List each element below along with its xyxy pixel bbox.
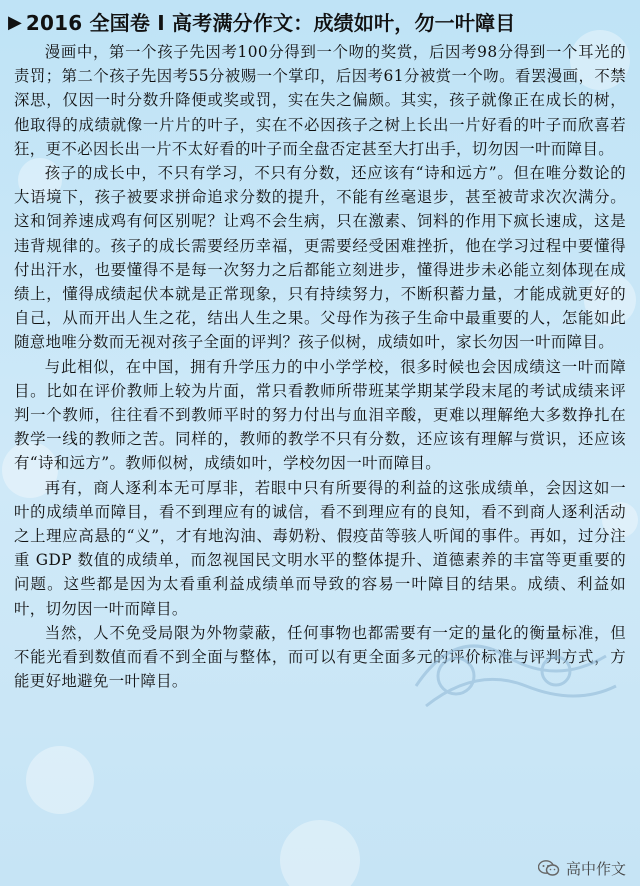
wechat-icon	[538, 859, 560, 877]
brand-signature	[538, 856, 626, 880]
article-title: 2016 全国卷 I 高考满分作文：成绩如叶，勿一叶障目	[25, 11, 516, 35]
paragraph-3: 与此相似，在中国，拥有升学压力的中小学学校，很多时候也会因成绩这一叶而障目。比如在评价教师上较为片面，常只看教师所带班某学期某学段末尾的考试成绩来评判一个教师，往往看不到教师平时的努力付出与血泪辛酸，更难以理解绝大多数挣扎在教学一线的教师之苦。同样的，教师的教学不只有分数，还应该有理解与赏识，还应该有“诗和远方”。教师似树，成绩如叶，学校勿因一叶而障目。	[14, 357, 626, 473]
brand-name: 高中作文	[565, 859, 626, 878]
article-body	[14, 40, 626, 693]
paragraph-1: 漫画中，第一个孩子先因考100分得到一个吻的奖赏，后因考98分得到一个耳光的责罚；第二个孩子先因考55分被赐一个掌印，后因考61分被赏一个吻。看罢漫画，不禁深思，仅因一时分数升降便或奖或罚，实在失之偏颇。其实，孩子就像正在成长的树，他取得的成绩就像一片片的叶子，实在不必因孩子之树上长出一片好看的叶子而欣喜若狂，更不必因长出一片不太好看的叶子而全盘否定甚至大打出手，切勿因一叶而障目。	[14, 43, 626, 158]
paragraph-2: 孩子的成长中，不只有学习，不只有分数，还应该有“诗和远方”。但在唯分数论的大语境下，孩子被要求拼命追求分数的提升，不能有丝毫退步，甚至被苛求次次满分。这和饲养速成鸡有何区别呢？让鸡不会生病，只在激素、饲料的作用下疯长速成，这是违背规律的。孩子的成长需要经历幸福，更需要经受困难挫折，他在学习过程中要懂得付出汗水，也要懂得不是每一次努力之后都能立刻进步，懂得进步未必能立刻体现在成绩上，懂得成绩起伏本就是正常现象，只有持续努力，不断积蓄力量，才能成就更好的自己，从而开出人生之花，结出人生之果。父母作为孩子生命中最重要的人，怎能如此随意地唯分数而无视对孩子全面的评判？孩子似树，成绩如叶，家长勿因一叶而障目。	[14, 164, 626, 352]
article-title-bar	[8, 8, 632, 38]
paragraph-5: 当然，人不免受局限为外物蒙蔽，任何事物也都需要有一定的量化的衡量标准，但不能光看到数值而看不到全面与整体，而可以有更全面多元的评价标准与评判方式，方能更好地避免一叶障目。	[14, 623, 626, 691]
paragraph-4: 再有，商人逐利本无可厚非，若眼中只有所要得的利益的这张成绩单，会因这如一叶的成绩单而障目，看不到理应有的诚信，看不到理应有的良知，看不到商人逐利活动之上理应高悬的“义”，才有地沟油、毒奶粉、假疫苗等骇人听闻的事件。再如，过分注重 GDP 数值的成绩单，而忽视国民文明水平的整体提升、道德素养的丰富等更重要的问题。这些都是因为太看重利益成绩单而导致的容易一叶障目的结果。成绩、利益如叶，切勿因一叶而障目。	[14, 478, 626, 618]
right-triangle-icon: ▶	[8, 12, 22, 33]
